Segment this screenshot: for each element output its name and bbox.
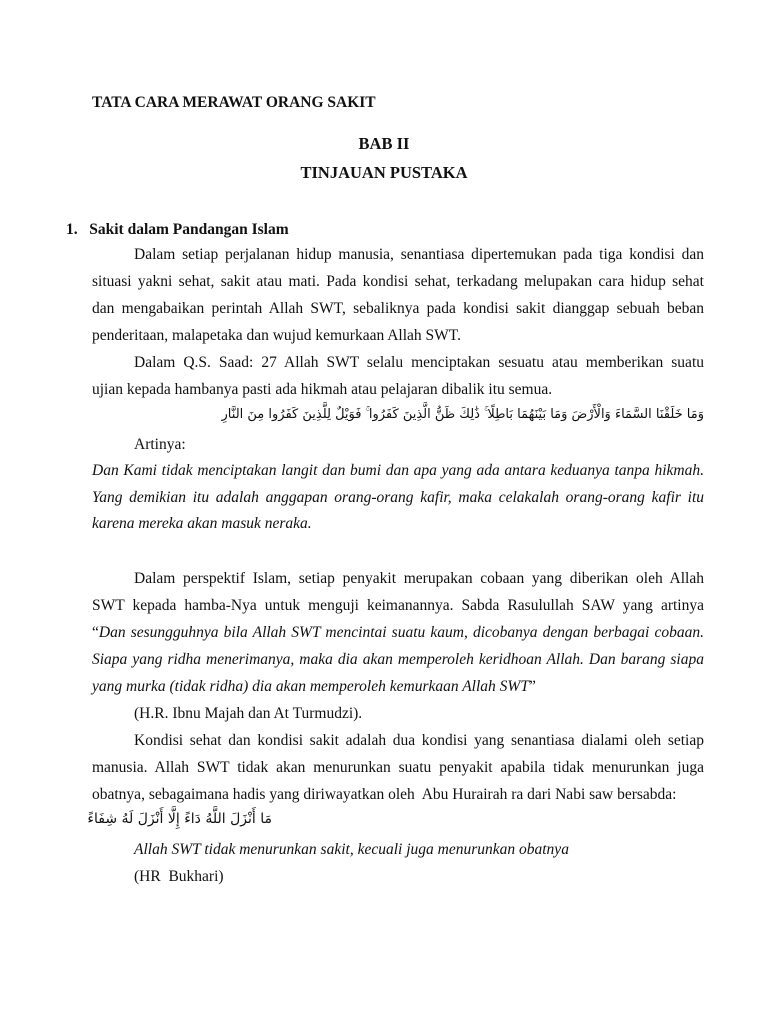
hadith-source: (HR Bukhari) <box>134 868 224 885</box>
translation-line: Yang demikian itu adalah anggapan orang-orang kafir, maka celakalah orang-orang kafir itu <box>92 489 704 506</box>
chapter-title: TINJAUAN PUSTAKA <box>300 163 468 182</box>
paragraph-line: Dalam perspektif Islam, setiap penyakit merupakan cobaan yang diberikan oleh Allah <box>134 570 704 587</box>
paragraph-line: obatnya, sebagaimana hadis yang diriwayatkan oleh Abu Hurairah ra dari Nabi saw bersabda: <box>92 786 677 803</box>
paragraph-line: manusia. Allah SWT tidak akan menurunkan suatu penyakit apabila tidak menurunkan juga <box>92 759 704 776</box>
paragraph-line: Dalam setiap perjalanan hidup manusia, senantiasa dipertemukan pada tiga kondisi dan <box>134 246 704 263</box>
quote-open-mark: “ <box>92 624 99 641</box>
section-heading: 1. Sakit dalam Pandangan Islam <box>66 221 289 238</box>
quote-close-mark: ” <box>528 678 536 695</box>
arabic-verse: وَمَا خَلَقْنَا السَّمَاءَ وَالْأَرْضَ وَمَا بَيْنَهُمَا بَاطِلًا ۚ ذَٰلِكَ ظَنُّ الَّذِينَ كَفَرُوا ۚ فَوَيْلٌ لِلَّذِينَ كَفَرُوا مِنَ النَّارِ <box>221 407 704 422</box>
document-top-title: TATA CARA MERAWAT ORANG SAKIT <box>92 94 376 111</box>
hadith-translation: Allah SWT tidak menurunkan sakit, kecuali juga menurunkan obatnya <box>134 841 569 858</box>
hadith-source: (H.R. Ibnu Majah dan At Turmudzi). <box>134 705 363 722</box>
paragraph-line: penderitaan, malapetaka dan wujud kemurkaan Allah SWT. <box>92 327 461 344</box>
translation-line: karena mereka akan masuk neraka. <box>92 515 312 532</box>
quote-line <box>92 623 704 643</box>
artinya-label: Artinya: <box>134 436 186 453</box>
translation-line: Dan Kami tidak menciptakan langit dan bumi dan apa yang ada antara keduanya tanpa hikmah. <box>92 462 704 479</box>
paragraph-line: SWT kepada hamba-Nya untuk menguji keimanannya. Sabda Rasulullah SAW yang artinya <box>92 597 704 614</box>
quote-text: yang murka (tidak ridha) dia akan memperoleh kemurkaan Allah SWT <box>92 678 529 695</box>
paragraph-line: dan mengabaikan perintah Allah SWT, sebaliknya pada kondisi sakit dianggap sebuah beban <box>92 300 704 317</box>
arabic-hadith: مَا أَنْزَلَ اللَّهُ دَاءً إِلَّا أَنْزَلَ لَهُ شِفَاءً <box>87 811 272 827</box>
quote-text: Dan sesungguhnya bila Allah SWT mencintai suatu kaum, dicobanya dengan berbagai cobaan. <box>98 624 704 641</box>
quote-line <box>92 677 536 697</box>
chapter-number: BAB II <box>358 134 410 153</box>
quote-line: Siapa yang ridha menerimanya, maka dia akan memperoleh keridhoan Allah. Dan barang siapa <box>92 651 704 668</box>
paragraph-line: ujian kepada hambanya pasti ada hikmah atau pelajaran dibalik itu semua. <box>92 381 553 398</box>
paragraph-line: situasi yakni sehat, sakit atau mati. Pada kondisi sehat, terkadang melupakan cara hidup sehat <box>92 273 704 290</box>
paragraph-line: Dalam Q.S. Saad: 27 Allah SWT selalu menciptakan sesuatu atau memberikan suatu <box>134 354 704 371</box>
paragraph-line: Kondisi sehat dan kondisi sakit adalah dua kondisi yang senantiasa dialami oleh setiap <box>134 732 704 749</box>
